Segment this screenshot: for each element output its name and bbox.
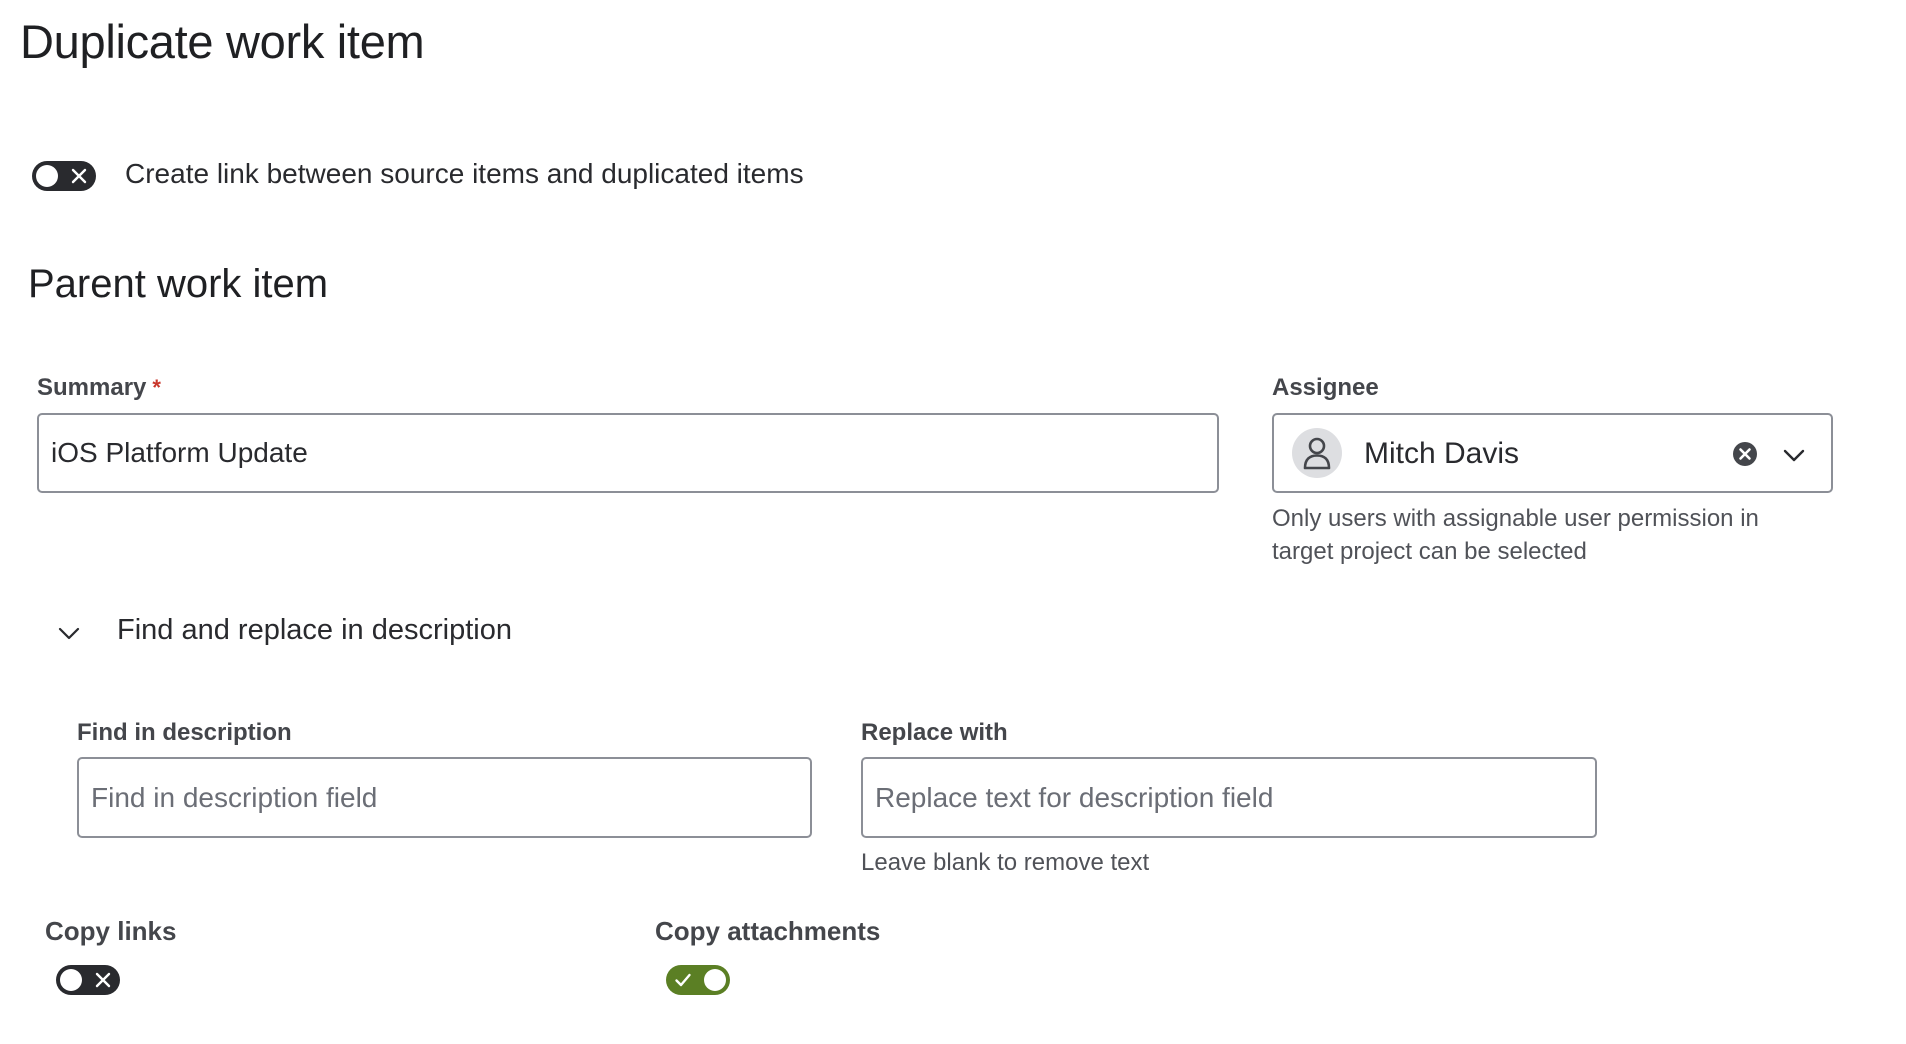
required-indicator: * — [152, 375, 161, 400]
assignee-helper-line-2: target project can be selected — [1272, 538, 1587, 565]
close-icon — [64, 161, 94, 191]
summary-label — [37, 374, 161, 402]
chevron-down-icon[interactable] — [1782, 443, 1806, 467]
person-icon — [1302, 436, 1332, 470]
toggle-knob — [60, 969, 82, 991]
avatar — [1292, 428, 1342, 478]
create-link-label: Create link between source items and duplicated items — [125, 158, 804, 189]
create-link-toggle[interactable] — [32, 161, 96, 191]
close-icon — [88, 965, 118, 995]
assignee-label: Assignee — [1272, 374, 1379, 401]
assignee-helper — [1272, 502, 1832, 568]
chevron-down-icon[interactable] — [56, 620, 82, 646]
summary-label-text: Summary — [37, 374, 147, 401]
find-label: Find in description — [77, 719, 292, 746]
checkmark-icon — [668, 965, 698, 995]
copy-attachments-label: Copy attachments — [655, 916, 881, 946]
copy-links-toggle[interactable] — [56, 965, 120, 995]
replace-helper: Leave blank to remove text — [861, 849, 1150, 876]
assignee-helper-line-1: Only users with assignable user permission in — [1272, 505, 1759, 532]
find-replace-toggle[interactable]: Find and replace in description — [117, 614, 512, 646]
summary-input[interactable] — [37, 413, 1219, 493]
assignee-value: Mitch Davis — [1364, 437, 1520, 470]
toggle-knob — [36, 165, 58, 187]
copy-attachments-toggle[interactable] — [666, 965, 730, 995]
find-input[interactable] — [77, 757, 812, 838]
replace-label: Replace with — [861, 719, 1008, 746]
copy-links-label: Copy links — [45, 916, 177, 946]
section-title: Parent work item — [28, 262, 329, 306]
replace-input[interactable] — [861, 757, 1597, 838]
assignee-select[interactable] — [1272, 413, 1833, 493]
clear-icon[interactable] — [1732, 441, 1758, 467]
toggle-knob — [704, 969, 726, 991]
page-title: Duplicate work item — [20, 15, 425, 68]
